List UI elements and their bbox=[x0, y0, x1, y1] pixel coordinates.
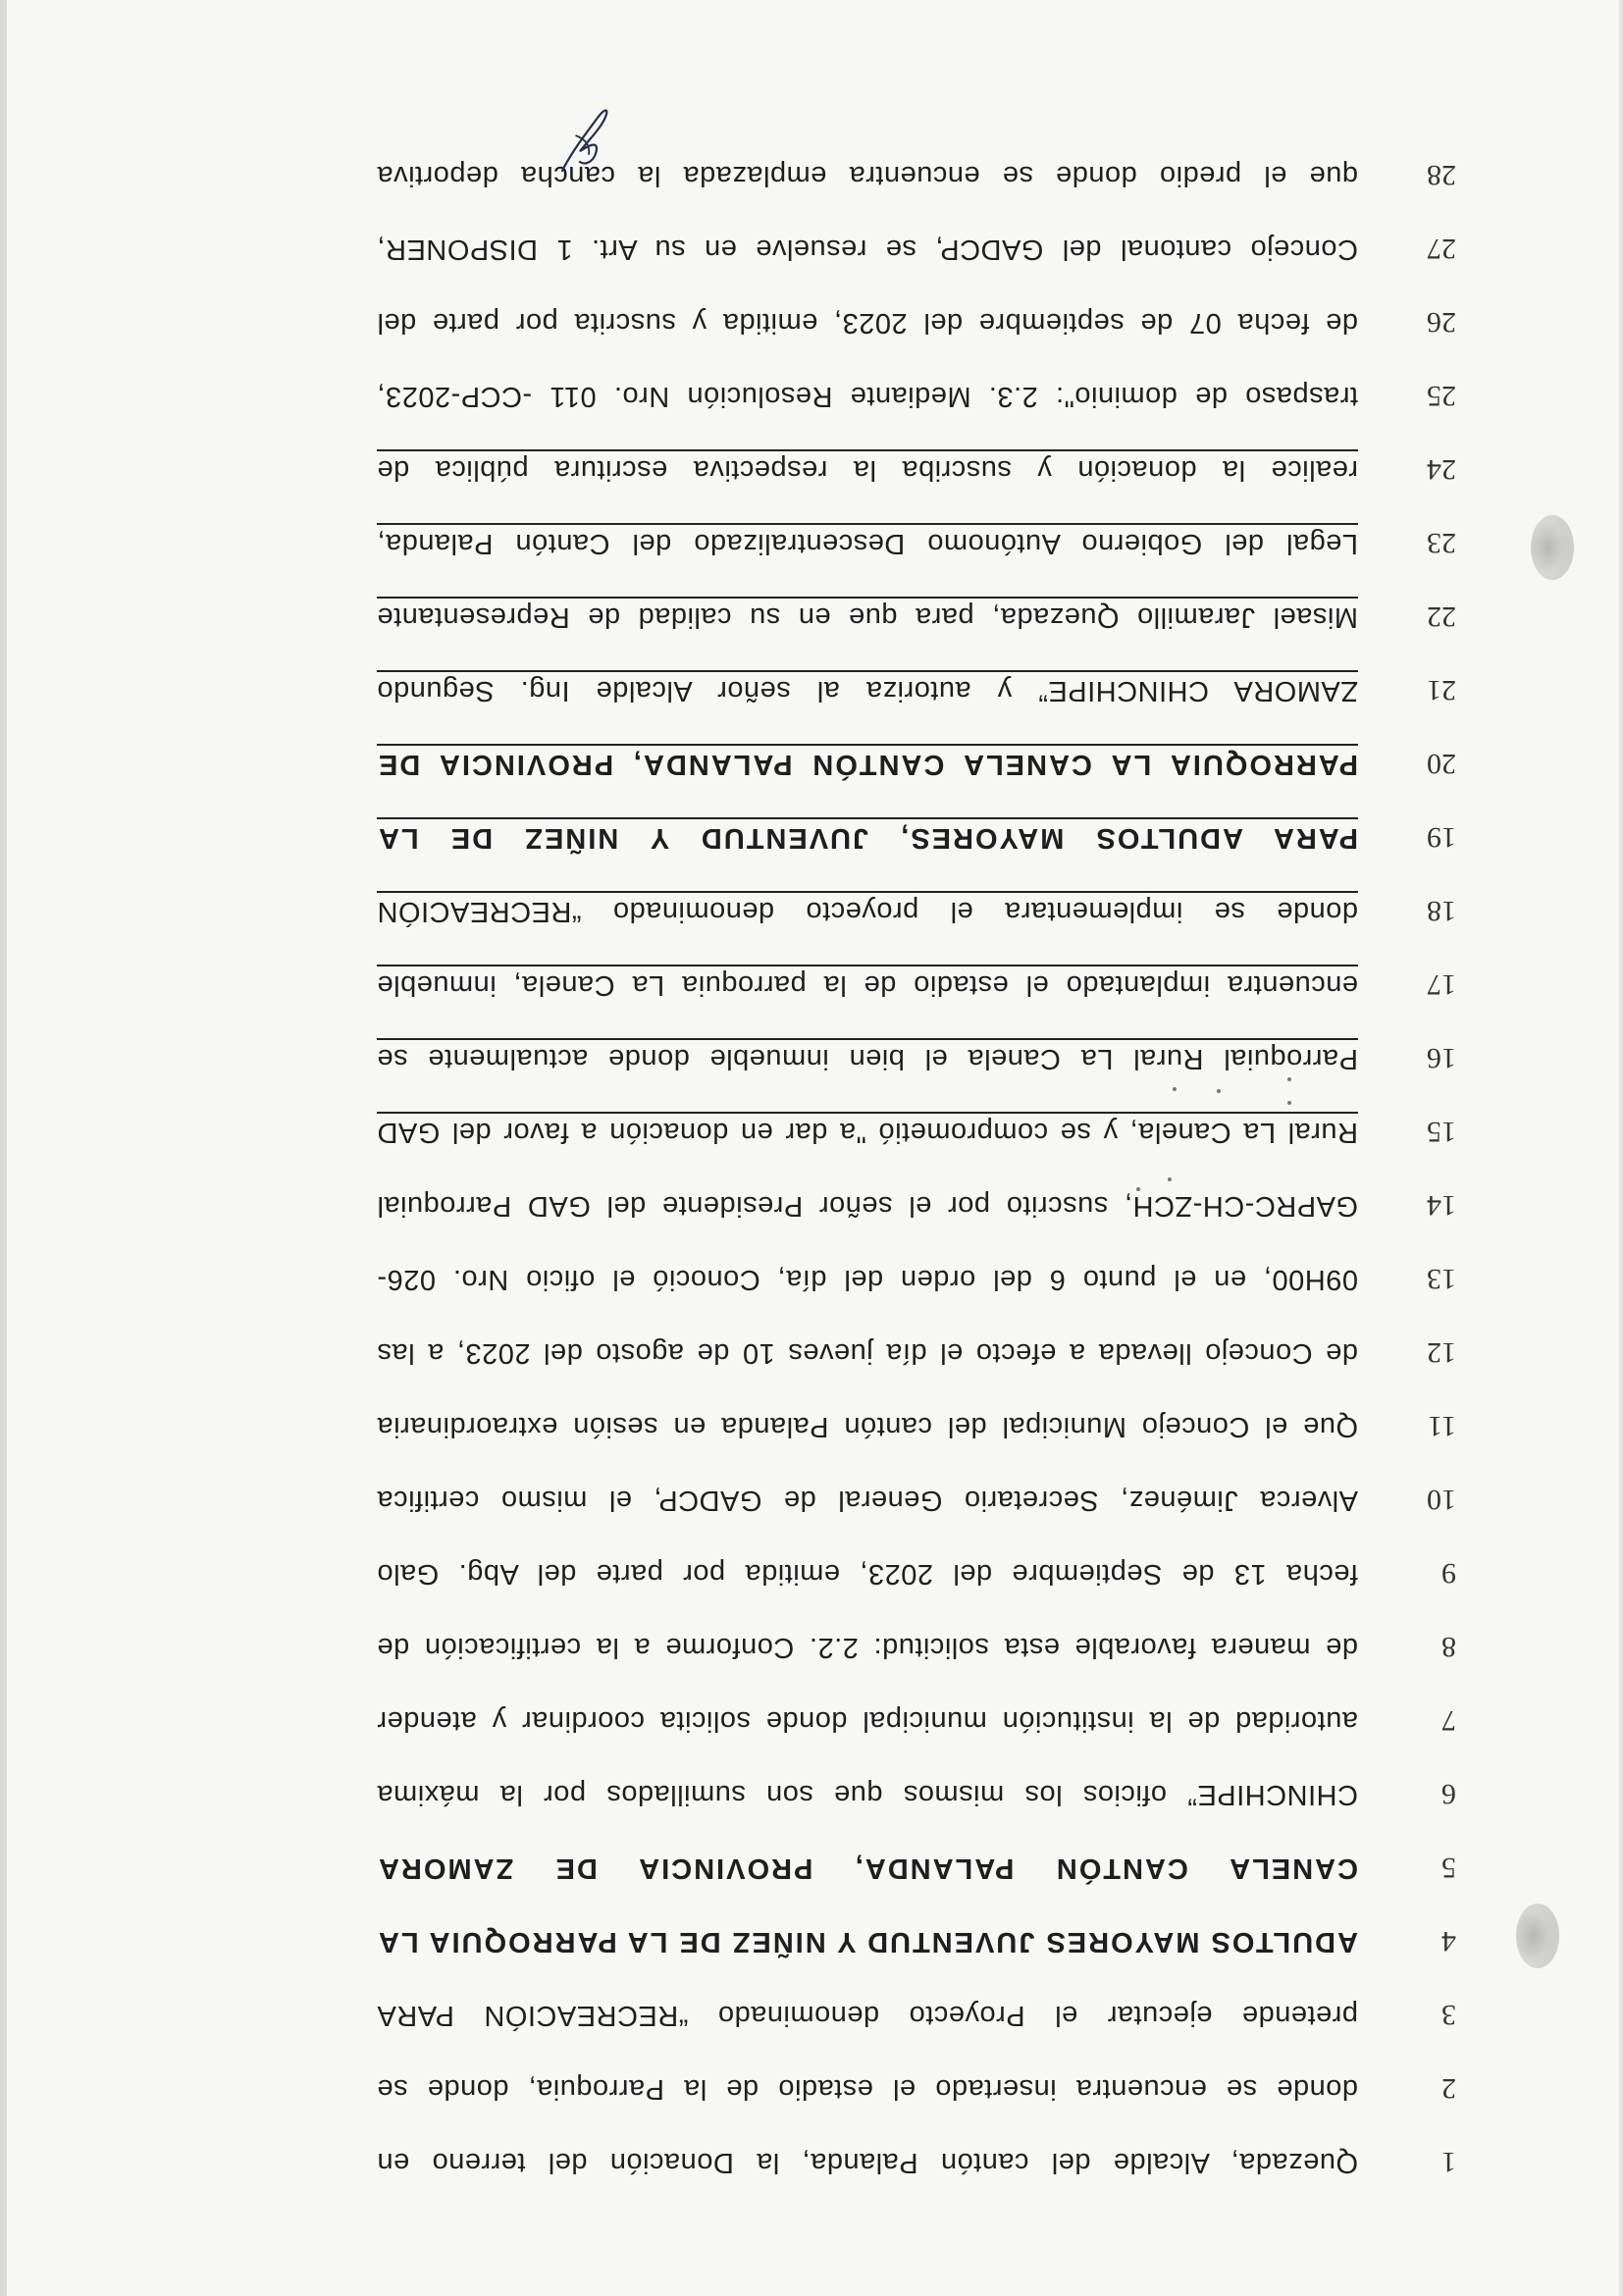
text-line-20 bbox=[181, 706, 1456, 780]
text-line-9 bbox=[181, 1516, 1456, 1590]
line-number: 1 bbox=[1441, 2146, 1456, 2178]
text-line-1 bbox=[181, 2105, 1456, 2178]
text-line-25 bbox=[181, 339, 1456, 412]
text-line-26 bbox=[181, 265, 1456, 339]
text-line-7 bbox=[181, 1663, 1456, 1737]
line-text: donde se implementara el proyecto denominado “RECREACIÓN bbox=[377, 891, 1358, 927]
line-number: 28 bbox=[1427, 159, 1456, 191]
line-number: 19 bbox=[1427, 821, 1456, 854]
text-line-8 bbox=[181, 1590, 1456, 1663]
line-number: 23 bbox=[1427, 527, 1456, 559]
line-number: 5 bbox=[1441, 1852, 1456, 1884]
text-line-2 bbox=[181, 2031, 1456, 2105]
line-text: CHINCHIPE” oficios los mismos que son sumillados por la máxima bbox=[377, 1779, 1358, 1810]
text-line-17 bbox=[181, 927, 1456, 1001]
line-text: PARA ADULTOS MAYORES, JUVENTUD Y NIÑEZ DE LA bbox=[377, 817, 1358, 854]
line-number: 10 bbox=[1427, 1484, 1456, 1516]
line-text: PARROQUIA LA CANELA CANTÓN PALANDA, PROVINCIA DE bbox=[377, 744, 1358, 780]
text-line-19 bbox=[181, 780, 1456, 854]
line-number: 24 bbox=[1427, 453, 1456, 486]
text-line-14 bbox=[181, 1148, 1456, 1222]
line-text: de fecha 07 de septiembre del 2023, emitida y suscrita por parte del bbox=[377, 307, 1358, 339]
line-text: realice la donación y suscriba la respectiva escritura pública de bbox=[377, 449, 1358, 486]
text-line-11 bbox=[181, 1369, 1456, 1442]
line-number: 26 bbox=[1427, 306, 1456, 339]
line-text: encuentra implantado el estadio de la parroquia La Canela, inmueble bbox=[377, 965, 1358, 1001]
line-number: 3 bbox=[1441, 1999, 1456, 2031]
line-text: CANELA CANTÓN PALANDA, PROVINCIA DE ZAMORA bbox=[377, 1852, 1358, 1884]
line-number: 12 bbox=[1427, 1336, 1456, 1369]
line-number: 18 bbox=[1427, 895, 1456, 927]
line-number: 25 bbox=[1427, 380, 1456, 412]
line-number: 20 bbox=[1427, 748, 1456, 780]
line-text: fecha 13 de Septiembre del 2023, emitida por parte del Abg. Galo bbox=[377, 1558, 1358, 1590]
line-number: 11 bbox=[1428, 1410, 1456, 1442]
line-number: 6 bbox=[1441, 1778, 1456, 1810]
line-number: 14 bbox=[1427, 1189, 1456, 1222]
line-number: 13 bbox=[1427, 1263, 1456, 1295]
line-text: ZAMORA CHINCHIPE” y autoriza al señor Alcalde Ing. Segundo bbox=[377, 670, 1358, 706]
text-line-5 bbox=[181, 1810, 1456, 1884]
line-number: 2 bbox=[1441, 2072, 1456, 2105]
line-text: GAPRC-CH-ZCH, suscrito por el señor Presidente del GAD Parroquial bbox=[377, 1190, 1358, 1222]
line-text: Alverca Jiménez, Secretario General de GADCP, el mismo certifica bbox=[377, 1485, 1358, 1516]
line-text: Concejo cantonal del GADCP, se resuelve en su Art. 1 DISPONER, bbox=[377, 234, 1358, 265]
text-line-27 bbox=[181, 191, 1456, 265]
text-line-16 bbox=[181, 1001, 1456, 1074]
text-line-24 bbox=[181, 412, 1456, 486]
line-text: que el predio donde se encuentra emplazada la cancha deportiva bbox=[377, 160, 1358, 191]
line-text: Rural La Canela, y se comprometió "a dar en donación a favor del GAD bbox=[377, 1112, 1358, 1148]
text-line-23 bbox=[181, 486, 1456, 559]
text-line-12 bbox=[181, 1295, 1456, 1369]
text-line-18 bbox=[181, 854, 1456, 927]
text-line-4 bbox=[181, 1884, 1456, 1957]
line-text: de manera favorable esta solicitud: 2.2. Conforme a la certificación de bbox=[377, 1632, 1358, 1663]
text-line-6 bbox=[181, 1737, 1456, 1810]
line-number: 22 bbox=[1427, 600, 1456, 633]
line-number: 9 bbox=[1441, 1557, 1456, 1590]
line-number: 16 bbox=[1427, 1042, 1456, 1074]
text-line-22 bbox=[181, 559, 1456, 633]
text-line-10 bbox=[181, 1442, 1456, 1516]
line-number: 17 bbox=[1427, 968, 1456, 1001]
line-text: autoridad de la institución municipal donde solicita coordinar y atender bbox=[377, 1705, 1358, 1737]
text-line-3 bbox=[181, 1957, 1456, 2031]
line-text: donde se encuentra insertado el estadio de la Parroquia, donde se bbox=[377, 2073, 1358, 2105]
line-text: de Concejo llevada a efecto el día jueves 10 de agosto del 2023, a las bbox=[377, 1337, 1358, 1369]
line-text: traspaso de dominio": 2.3. Mediante Resolución Nro. 011 -CCP-2023, bbox=[377, 381, 1358, 412]
line-text: Que el Concejo Municipal del cantón Palanda en sesión extraordinaria bbox=[377, 1411, 1358, 1442]
line-text: 09H00, en el punto 6 del orden del día, Conoció el oficio Nro. 026- bbox=[377, 1264, 1358, 1295]
line-number: 7 bbox=[1441, 1704, 1456, 1737]
line-text: pretende ejecutar el Proyecto denominado “RECREACIÓN PARA bbox=[377, 2000, 1358, 2031]
text-line-28 bbox=[181, 118, 1456, 191]
handwritten-initials bbox=[545, 98, 633, 182]
line-text: Parroquial Rural La Canela el bien inmueble donde actualmente se bbox=[377, 1038, 1358, 1074]
line-text: ADULTOS MAYORES JUVENTUD Y NIÑEZ DE LA PARROQUIA LA bbox=[376, 1926, 1358, 1957]
text-line-21 bbox=[181, 633, 1456, 706]
line-number: 27 bbox=[1427, 233, 1456, 265]
line-text: Quezada, Alcalde del cantón Palanda, la Donación del terreno en bbox=[377, 2147, 1358, 2178]
line-text: Misael Jaramillo Quezada, para que en su calidad de Representante bbox=[377, 597, 1358, 633]
text-line-13 bbox=[181, 1222, 1456, 1295]
line-number: 21 bbox=[1427, 674, 1456, 706]
text-line-15 bbox=[181, 1074, 1456, 1148]
line-number: 15 bbox=[1427, 1116, 1456, 1148]
line-number: 4 bbox=[1441, 1925, 1456, 1957]
line-number: 8 bbox=[1441, 1631, 1456, 1663]
line-text: Legal del Gobierno Autónomo Descentralizado del Cantón Palanda, bbox=[377, 523, 1358, 559]
